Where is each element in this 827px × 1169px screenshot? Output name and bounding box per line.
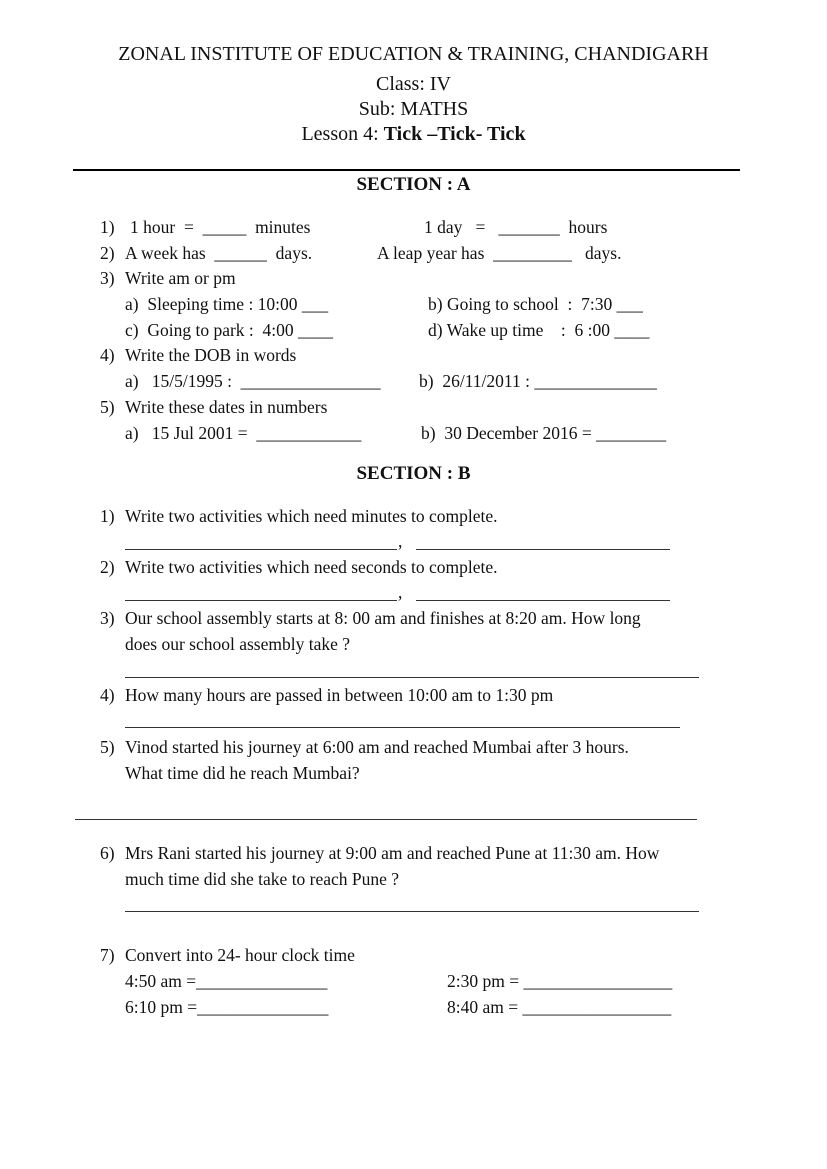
qb5-number: 5) xyxy=(100,737,115,757)
lesson-label xyxy=(0,122,827,146)
lesson-title: Tick –Tick- Tick xyxy=(383,123,526,145)
qb7-item-2: 2:30 pm = _________________ xyxy=(447,971,673,991)
qb1-answer-line-1[interactable] xyxy=(125,548,397,550)
qb1-answer-line-2[interactable] xyxy=(416,548,670,550)
qb5-line2: What time did he reach Mumbai? xyxy=(125,763,360,783)
qb7-item-3: 6:10 pm =_______________ xyxy=(125,997,329,1017)
qb3-answer-line[interactable] xyxy=(125,676,699,678)
qb4-answer-line[interactable] xyxy=(125,726,680,728)
qb7-item-4: 8:40 am = _________________ xyxy=(447,997,672,1017)
qb5-line1: Vinod started his journey at 6:00 am and reached Mumbai after 3 hours. xyxy=(125,737,629,757)
qb4-text: How many hours are passed in between 10:00 am to 1:30 pm xyxy=(125,685,554,705)
qa5-b: b) 30 December 2016 = ________ xyxy=(421,423,667,443)
institute-title: ZONAL INSTITUTE OF EDUCATION & TRAINING, CHANDIGARH xyxy=(118,43,709,65)
qb6-number: 6) xyxy=(100,843,115,863)
qb7-item-1: 4:50 am =_______________ xyxy=(125,971,328,991)
header-divider xyxy=(73,169,740,171)
qa3-c: c) Going to park : 4:00 ____ xyxy=(125,320,334,340)
qb6-line1: Mrs Rani started his journey at 9:00 am and reached Pune at 11:30 am. How xyxy=(125,843,660,863)
qa4-a: a) 15/5/1995 : ________________ xyxy=(125,371,381,391)
qa3-b: b) Going to school : 7:30 ___ xyxy=(428,294,643,314)
qb1-text: Write two activities which need minutes to complete. xyxy=(125,506,498,526)
qb3-line1: Our school assembly starts at 8: 00 am and finishes at 8:20 am. How long xyxy=(125,608,641,628)
qa4-number: 4) xyxy=(100,345,115,365)
qb1-number: 1) xyxy=(100,506,115,526)
qa2-right: A leap year has _________ days. xyxy=(377,243,622,263)
qb3-number: 3) xyxy=(100,608,115,628)
qa4-text: Write the DOB in words xyxy=(125,345,297,365)
section-a-title: SECTION : A xyxy=(356,174,471,195)
qa3-d: d) Wake up time : 6 :00 ____ xyxy=(428,320,650,340)
qb1-comma: , xyxy=(398,531,403,551)
qb2-text: Write two activities which need seconds to complete. xyxy=(125,557,498,577)
qb2-number: 2) xyxy=(100,557,115,577)
qa4-b: b) 26/11/2011 : ______________ xyxy=(419,371,657,391)
qa5-a: a) 15 Jul 2001 = ____________ xyxy=(125,423,362,443)
lesson-prefix: Lesson 4: xyxy=(301,123,384,145)
qa3-number: 3) xyxy=(100,268,115,288)
qa2-left: A week has ______ days. xyxy=(125,243,313,263)
qb5-answer-line[interactable] xyxy=(75,818,697,820)
qb7-text: Convert into 24- hour clock time xyxy=(125,945,355,965)
subject-label: Sub: MATHS xyxy=(358,98,469,120)
qb3-line2: does our school assembly take ? xyxy=(125,634,351,654)
qa3-a: a) Sleeping time : 10:00 ___ xyxy=(125,294,329,314)
qb7-number: 7) xyxy=(100,945,115,965)
class-label: Class: IV xyxy=(376,73,451,95)
qa5-text: Write these dates in numbers xyxy=(125,397,328,417)
qa1-right: 1 day = _______ hours xyxy=(424,217,608,237)
section-b-title: SECTION : B xyxy=(356,463,471,484)
qb2-answer-line-2[interactable] xyxy=(416,599,670,601)
qb2-comma: , xyxy=(398,582,403,602)
qa2-number: 2) xyxy=(100,243,115,263)
qb6-line2: much time did she take to reach Pune ? xyxy=(125,869,400,889)
qb4-number: 4) xyxy=(100,685,115,705)
qa3-text: Write am or pm xyxy=(125,268,236,288)
qa5-number: 5) xyxy=(100,397,115,417)
qb2-answer-line-1[interactable] xyxy=(125,599,397,601)
qb6-answer-line[interactable] xyxy=(125,910,699,912)
qa1-number: 1) xyxy=(100,217,115,237)
qa1-left: 1 hour = _____ minutes xyxy=(130,217,311,237)
